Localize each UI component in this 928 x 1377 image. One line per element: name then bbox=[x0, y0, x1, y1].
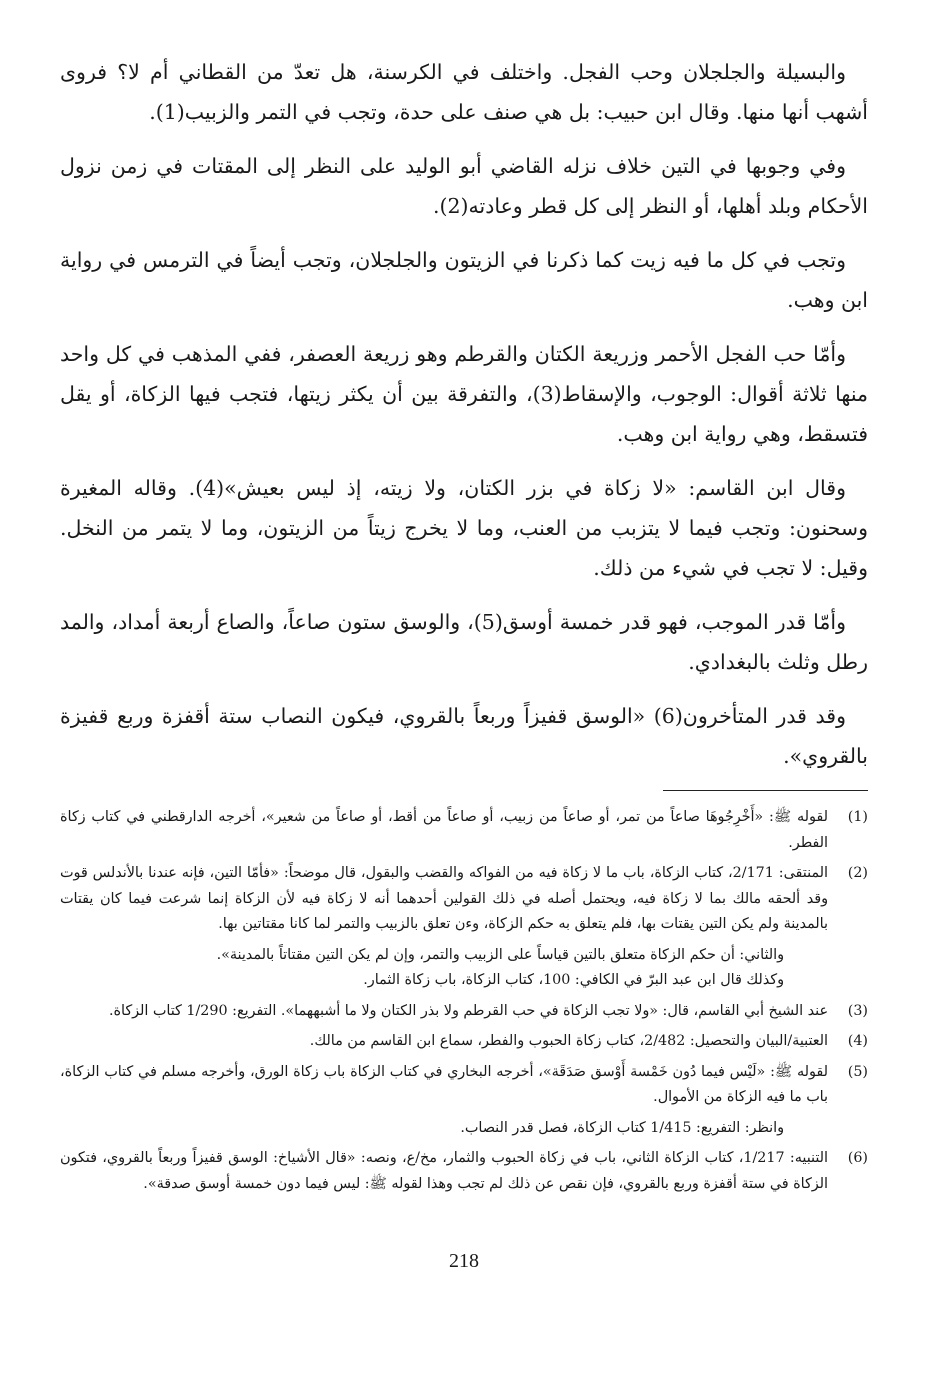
footnotes bbox=[60, 805, 868, 1197]
paragraph: وتجب في كل ما فيه زيت كما ذكرنا في الزيتون والجلجلان، وتجب أيضاً في الترمس في رواية ابن وهب. bbox=[60, 248, 868, 312]
footnote bbox=[60, 1029, 868, 1055]
footnote bbox=[60, 861, 868, 938]
paragraph: وأمّا قدر الموجب، فهو قدر خمسة أوسق(5)، والوسق ستون صاعاً، والصاع أربعة أمداد، والمد رطل وثلث بالبغدادي. bbox=[60, 610, 868, 674]
paragraph: وأمّا حب الفجل الأحمر وزريعة الكتان والقرطم وهو زريعة العصفر، ففي المذهب في كل واحد منها ثلاثة أقوال: الوجوب، والإسقاط(3)، والتفرقة بين أن يكثر زيتها، فتجب فيها الزكاة، أو يقل فتسقط، وهي رواية ابن وهب. bbox=[60, 342, 868, 446]
footnote-separator bbox=[663, 790, 868, 791]
main-text bbox=[60, 52, 868, 776]
paragraph: وقال ابن القاسم: «لا زكاة في بزر الكتان، ولا زيته، إذ ليس بعيش»(4). وقاله المغيرة وسحنون: وتجب فيما لا يتزبب من العنب، وما لا يخرج زيتاً من الزيتون، وما لا يتمر من النخل. وقيل: لا تجب في شيء من ذلك. bbox=[60, 476, 868, 580]
footnote bbox=[60, 805, 868, 856]
footnote-number: (4) bbox=[847, 1033, 868, 1049]
page-number: 218 bbox=[449, 1250, 479, 1272]
paragraph: وفي وجوبها في التين خلاف نزله القاضي أبو الوليد على النظر إلى المقتات في زمن نزول الأحكام وبلد أهلها، أو النظر إلى كل قطر وعادته(2). bbox=[60, 154, 868, 218]
footnote-subline: وكذلك قال ابن عبد البرّ في الكافي: 100، كتاب الزكاة، باب زكاة الثمار. bbox=[363, 972, 784, 988]
footnote-number: (5) bbox=[847, 1063, 868, 1080]
footnote-text: عند الشيخ أبي القاسم، قال: «ولا تجب الزكاة في حب القرطم ولا بذر الكتان ولا ما أشبههما». التفريع: 1/290 كتاب الزكاة. bbox=[108, 1002, 828, 1019]
footnote-text: العتبية/البيان والتحصيل: 2/482، كتاب زكاة الحبوب والفطر، سماع ابن القاسم من مالك. bbox=[309, 1033, 828, 1049]
footnote-number: (2) bbox=[847, 865, 868, 881]
paragraph: والبسيلة والجلجلان وحب الفجل. واختلف في الكرسنة، هل تعدّ من القطاني أم لا؟ فروى أشهب أنها منها. وقال ابن حبيب: بل هي صنف على حدة، وتجب في التمر والزبيب(1). bbox=[60, 60, 868, 124]
footnote bbox=[60, 1060, 868, 1111]
footnote-continuation bbox=[60, 943, 868, 994]
footnote bbox=[60, 1146, 868, 1197]
document-page bbox=[60, 52, 868, 1202]
footnote-subline: وانظر: التفريع: 1/415 كتاب الزكاة، فصل قدر النصاب. bbox=[460, 1119, 784, 1136]
footnote-text: لقوله ﷺ: «لَيْس فيما دُون خَمْسة أَوْسق صَدَقَة»، أخرجه البخاري في كتاب الزكاة باب زكاة الورق، وأخرجه مسلم في كتاب الزكاة، باب ما فيه الزكاة من الأموال. bbox=[60, 1063, 828, 1105]
footnote-text: التنبيه: 1/217، كتاب الزكاة الثاني، باب في زكاة الحبوب والثمار، مخ/ع، ونصه: «قال الأشياخ: الوسق قفيزاً وربعاً بالقروي، فتكون الزكاة في ستة أقفزة وربع بالقروي، فإن نقص عن ذلك لم تجب وهذا لقوله ﷺ: ليس فيما دون خمسة أوسق صدقة». bbox=[60, 1150, 828, 1192]
footnote bbox=[60, 999, 868, 1025]
footnote-number: (3) bbox=[847, 1002, 868, 1019]
footnote-number: (1) bbox=[847, 809, 868, 825]
footnote-subline: والثاني: أن حكم الزكاة متعلق بالتين قياساً على الزبيب والتمر، وإن لم يكن التين مقتاتاً بالمدينة». bbox=[216, 946, 784, 963]
footnote-text: لقوله ﷺ: «أَخْرِجُوهَا صاعاً من تمر، أو صاعاً من زبيب، أو صاعاً من أقط، أو صاعاً من شعير»، أخرجه الدارقطني في كتاب زكاة الفطر. bbox=[60, 809, 828, 851]
paragraph: وقد قدر المتأخرون(6) «الوسق قفيزاً وربعاً بالقروي، فيكون النصاب ستة أقفزة وربع قفيزة بالقروي». bbox=[60, 704, 868, 768]
footnote-number: (6) bbox=[847, 1150, 868, 1166]
footnote-continuation bbox=[60, 1116, 868, 1142]
footnote-text: المنتقى: 2/171، كتاب الزكاة، باب ما لا زكاة فيه من الفواكه والقضب والبقول، قال موضحاً: «فأمّا التين، فإنه عندنا بالأندلس قوت وقد ألحقه مالك بما لا زكاة فيه، ويحتمل أصله في ذلك القولين أحدهما أنه لا زكاة فيه لأن الزكاة إنما شرعت فيما كان يقتات بالمدينة ولم يكن التين يقتات بها، فلم يتعلق به حكم الزكاة، وءن تعلق بالزبيب والتمر لما كانا مقتاتين بها. bbox=[60, 865, 828, 932]
